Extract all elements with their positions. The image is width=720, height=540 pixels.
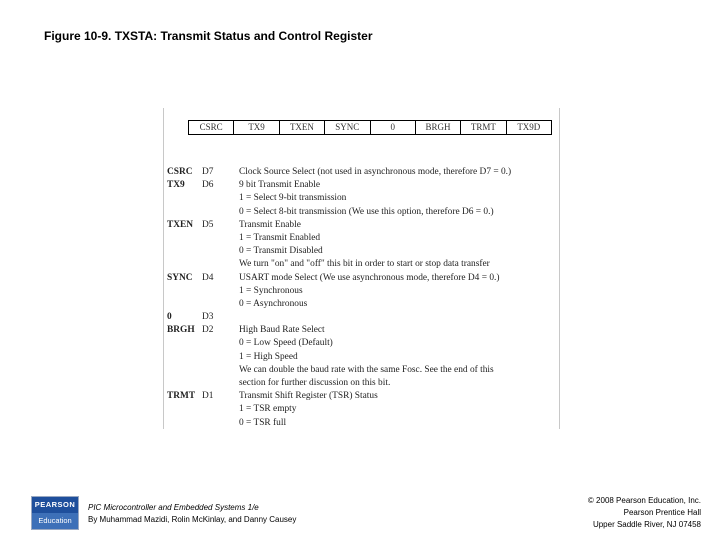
- bit-row: [167, 324, 557, 337]
- bit-row-bit: [202, 377, 239, 390]
- bit-row-name: [167, 232, 202, 245]
- bit-row-desc: Clock Source Select (not used in asynchronous mode, therefore D7 = 0.): [239, 167, 512, 177]
- bit-row: [167, 258, 557, 271]
- bit-row: [167, 206, 557, 219]
- bit-row-name: [167, 337, 202, 350]
- bit-row-name: 0: [167, 312, 172, 323]
- bit-row-bit: D1: [202, 391, 214, 402]
- bit-description-list: [167, 166, 557, 429]
- register-bit-cell: TXEN: [280, 121, 325, 134]
- bit-row-desc: USART mode Select (We use asynchronous mode, therefore D4 = 0.): [239, 272, 500, 283]
- register-bit-cell: TX9D: [517, 122, 541, 132]
- bit-row-bit: D4: [202, 272, 214, 283]
- bit-row-name: [167, 351, 202, 364]
- footer-book-info: [88, 502, 296, 526]
- bit-row-desc: 0 = TSR full: [239, 417, 287, 428]
- bit-row-bit: [202, 192, 239, 205]
- bit-row: [167, 337, 557, 350]
- bit-row-bit: [202, 206, 239, 219]
- bit-row-bit: [202, 417, 239, 429]
- bit-row: [167, 377, 557, 390]
- bit-row-name: [167, 298, 202, 311]
- footer-copyright: [588, 495, 701, 531]
- bit-row: [167, 390, 557, 403]
- bit-row: [167, 232, 557, 245]
- bit-row: [167, 192, 557, 205]
- bit-row: [167, 403, 557, 416]
- logo-bottom-text: Education: [32, 513, 78, 529]
- register-bit-cell: TRMT: [461, 121, 506, 134]
- book-authors: By Muhammad Mazidi, Rolin McKinlay, and Danny Causey: [88, 515, 297, 524]
- bit-row-bit: [202, 258, 239, 271]
- bit-row: [167, 179, 557, 192]
- bit-row-desc: 1 = TSR empty: [239, 404, 297, 415]
- book-title: PIC Microcontroller and Embedded Systems 1/e: [88, 503, 259, 512]
- bit-row-desc: 1 = High Speed: [239, 351, 298, 362]
- bit-row-desc: Transmit Shift Register (TSR) Status: [239, 391, 378, 402]
- bit-row: [167, 351, 557, 364]
- bit-row-name: TXEN: [167, 219, 194, 230]
- pearson-logo: [31, 496, 79, 530]
- bit-row-name: [167, 403, 202, 416]
- bit-row-desc: 0 = Select 8-bit transmission (We use this option, therefore D6 = 0.): [239, 206, 494, 217]
- register-bit-cell: TX9: [234, 121, 279, 134]
- bit-row-bit: [202, 298, 239, 311]
- bit-row-bit: [202, 403, 239, 416]
- bit-row: [167, 311, 557, 324]
- bit-row: [167, 417, 557, 429]
- bit-row-desc: 1 = Transmit Enabled: [239, 232, 321, 243]
- bit-row-desc: 9 bit Transmit Enable: [239, 180, 320, 191]
- bit-row-name: CSRC: [167, 167, 193, 177]
- bit-row: [167, 364, 557, 377]
- bit-row-bit: [202, 337, 239, 350]
- bit-row-desc: 0 = Asynchronous: [239, 298, 308, 309]
- bit-row-name: [167, 364, 202, 377]
- bit-row-bit: D5: [202, 219, 214, 230]
- bit-row-desc: 0 = Low Speed (Default): [239, 338, 333, 349]
- bit-row-name: TRMT: [167, 391, 196, 402]
- bit-row: [167, 219, 557, 232]
- register-bit-cell: 0: [371, 121, 416, 134]
- bit-row-bit: D6: [202, 180, 214, 191]
- bit-row-bit: [202, 351, 239, 364]
- slide-title: Figure 10-9. TXSTA: Transmit Status and Control Register: [44, 29, 373, 43]
- bit-row-name: [167, 377, 202, 390]
- bit-row-bit: [202, 232, 239, 245]
- bit-row-bit: D3: [202, 312, 214, 323]
- bit-row: [167, 285, 557, 298]
- publisher-line: Pearson Prentice Hall: [623, 508, 701, 517]
- bit-row-bit: [202, 245, 239, 258]
- register-bit-cell: BRGH: [416, 121, 461, 134]
- bit-row-desc: 1 = Synchronous: [239, 285, 303, 296]
- bit-row-desc: Transmit Enable: [239, 219, 301, 230]
- bit-row-bit: [202, 285, 239, 298]
- bit-row-bit: D7: [202, 167, 214, 177]
- bit-row-bit: [202, 364, 239, 377]
- bit-row-name: [167, 285, 202, 298]
- bit-row: [167, 245, 557, 258]
- bit-row-desc: 1 = Select 9-bit transmission: [239, 193, 347, 204]
- register-bit-cell: SYNC: [325, 121, 370, 134]
- logo-top-text: PEARSON: [32, 497, 78, 513]
- bit-row-name: [167, 417, 202, 429]
- bit-row: [167, 272, 557, 285]
- bit-row-bit: D2: [202, 325, 214, 336]
- address-line: Upper Saddle River, NJ 07458: [592, 520, 701, 529]
- bit-row-name: TX9: [167, 180, 185, 191]
- bit-row-name: [167, 206, 202, 219]
- bit-row-desc: section for further discussion on this bit.: [239, 378, 391, 388]
- bit-row-name: BRGH: [167, 325, 195, 336]
- bit-row-desc: We can double the baud rate with the same Fosc. See the end of this: [239, 364, 494, 375]
- bit-row-name: [167, 245, 202, 258]
- bit-row-name: [167, 258, 202, 271]
- bit-row-desc: [239, 311, 557, 324]
- bit-row-name: SYNC: [167, 272, 193, 283]
- register-bit-bar: [188, 120, 552, 135]
- bit-row-desc: 0 = Transmit Disabled: [239, 246, 323, 257]
- bit-row: [167, 166, 557, 179]
- copyright-line: © 2008 Pearson Education, Inc.: [587, 496, 701, 505]
- register-bit-cell: CSRC: [189, 121, 234, 134]
- bit-row-desc: We turn "on" and "off" this bit in order to start or stop data transfer: [239, 259, 490, 270]
- register-figure: [163, 108, 560, 429]
- bit-row-desc: High Baud Rate Select: [239, 325, 325, 336]
- bit-row-name: [167, 192, 202, 205]
- bit-row: [167, 298, 557, 311]
